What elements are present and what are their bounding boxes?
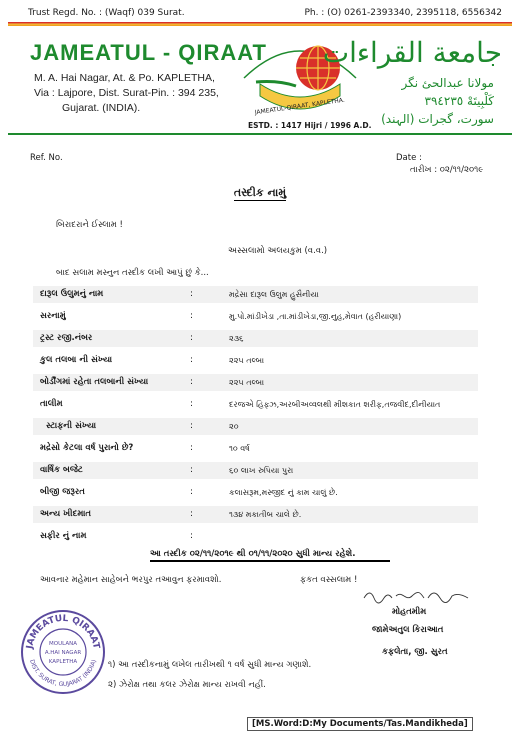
arabic-address-line-3: سورت، گجرات (الہند) [381, 112, 494, 126]
note-2: ૨) ઝેરોક્ષ તથા કલર ઝેરોક્ષ માન્ય રાખવી નહીં. [108, 680, 266, 690]
appeal-text: આવનાર મહેમાન સાહેબને ભરપુર તઆવુન ફરમાવશો. [40, 575, 222, 585]
row-colon: : [190, 377, 194, 387]
header-divider [8, 133, 512, 135]
row-value: કલાસરૂમ,મસ્જીદ નું કામ ચાલું છે. [229, 488, 338, 497]
row-label: અન્ય ખીદમાત [40, 509, 92, 519]
document-title-text: તસ્દીક નામું [233, 186, 287, 199]
validity-underline [150, 560, 390, 562]
row-value: ૨૩૬ [229, 334, 244, 343]
date-label: Date : [396, 153, 422, 163]
row-colon: : [190, 487, 194, 497]
phone-numbers: Ph. : (O) 0261-2393340, 2395118, 6556342 [304, 8, 502, 18]
note-1: ૧) આ તસ્દીકનામું લખેલ તારીખથી ૧ વર્ષ સુધી માન્ય ગણાશે. [108, 660, 312, 670]
row-value: ૨૨૫ તલ્બા [229, 378, 265, 387]
row-label: દારૂલ ઉલુમનું નામ [40, 289, 104, 299]
signatory-title: મોહતમીમ [392, 607, 427, 617]
row-label: મદ્રેસો કેટલા વર્ષ પુરાનો છે? [40, 443, 134, 453]
established-date: ESTD. : 1417 Hijri / 1996 A.D. [248, 121, 372, 130]
header-color-band [8, 22, 512, 26]
row-label: સરનામું [40, 311, 66, 321]
row-label: બીજી જરૂરત [40, 487, 85, 497]
document-title [0, 186, 520, 200]
file-path-label: [MS.Word:D:My Documents/Tas.Mandikheda] [247, 717, 473, 731]
table-row-background [33, 418, 478, 435]
row-label: તાલીમ [40, 399, 63, 409]
row-label: સફીર નું નામ [40, 531, 87, 541]
row-colon: : [190, 509, 194, 519]
address-line-3: Gujarat. (INDIA). [62, 102, 141, 114]
row-colon: : [190, 531, 194, 541]
signatory-place: કફલેતા, જી. સુરત [382, 647, 448, 657]
row-label: કુલ તલબા ની સંખ્યા [40, 355, 113, 365]
row-colon: : [190, 421, 194, 431]
organization-stamp [20, 609, 106, 695]
row-value: ૧૦ વર્ષ [229, 444, 250, 453]
handwritten-signature [362, 586, 472, 604]
row-label: ટ્રસ્ટ રજી.નંબર [40, 333, 93, 343]
validity-statement: આ તસ્દીક ૦૨/૧૧/૨૦૧૯ થી ૦૧/૧૧/૨૦૨૦ સુધી માન્ય રહેશે. [150, 549, 356, 559]
signatory-organization: જામેઅતુલ કિરાઆત [372, 625, 444, 635]
row-value: ૨૦ [229, 422, 239, 431]
row-value: ૧૩૪ મકાતીબ ચાલે છે. [229, 510, 302, 519]
organization-name-english: JAMEATUL - QIRAAT [30, 40, 267, 65]
stamp-line-2: A.HAI NAGAR [44, 650, 82, 656]
address-line-2: Via : Lajpore, Dist. Surat-Pin. : 394 235, [34, 87, 219, 99]
stamp-top-text: JAMEATUL QIRAAT [25, 613, 101, 650]
row-colon: : [190, 311, 194, 321]
row-colon: : [190, 289, 194, 299]
row-colon: : [190, 465, 194, 475]
row-value: મુ.પો.માંડીખેડા ,તા.માંડીખેડા,જી.નુહ,મેવાત (હરીયાણા) [229, 312, 402, 321]
trust-registration: Trust Regd. No. : (Waqf) 039 Surat. [28, 8, 185, 18]
organization-name-arabic: جامعة القراءات [322, 36, 502, 69]
stamp-bottom-text: DIST. SURAT, GUJARAT (INDIA) [28, 658, 98, 689]
stamp-line-1: MOULANA [49, 641, 77, 647]
row-value: મદ્રેસા દારૂલ ઉલુમ હુસૈનીયા [229, 290, 319, 299]
row-colon: : [190, 399, 194, 409]
row-colon: : [190, 355, 194, 365]
row-value: દરજએ હિફ્ઝ,અરબીઅવ્વલથી મીશકાત શરીફ,તજવીદ,દીનીયાત [229, 400, 441, 409]
date-value: તારીખ : ૦૨/૧૧/૨૦૧૯ [410, 165, 484, 175]
row-colon: : [190, 333, 194, 343]
arabic-address-line-2: كَلْبِيتَهْ ٣٩٤٢٣٥ [424, 94, 494, 108]
closing-text: ફકત વસ્સલામ ! [300, 575, 358, 585]
row-label: બોર્ડીંગમાં રહેતા તલબાની સંખ્યા [40, 377, 149, 387]
row-label: સ્ટાફની સંખ્યા [46, 421, 97, 431]
intro-line: બાદ સલામ મસ્નુન તસ્દીક લખી આપું છું કે... [56, 268, 209, 278]
row-colon: : [190, 443, 194, 453]
svg-text:JAMEATUL-QIRAAT, KAPLETHA.: JAMEATUL-QIRAAT, KAPLETHA. [254, 96, 346, 117]
arabic-address-line-1: مولانا عبدالحئ نگر [401, 76, 494, 90]
reference-number-label: Ref. No. [30, 153, 63, 163]
salutation: અસ્સલામો અલયકુમ (વ.વ.) [228, 246, 328, 256]
stamp-line-3: KAPLETHA [48, 659, 78, 665]
row-value: ૨૨૫ તલ્બા [229, 356, 265, 365]
row-label: વાર્ષિક બજેટ [40, 465, 83, 475]
row-value: ૬૦ લાખ રુપિયા પુરા [229, 466, 294, 475]
table-row-background [33, 330, 478, 347]
greeting: બિરાદરાને ઈસ્લામ ! [56, 220, 123, 230]
address-line-1: M. A. Hai Nagar, At. & Po. KAPLETHA, [34, 72, 215, 84]
